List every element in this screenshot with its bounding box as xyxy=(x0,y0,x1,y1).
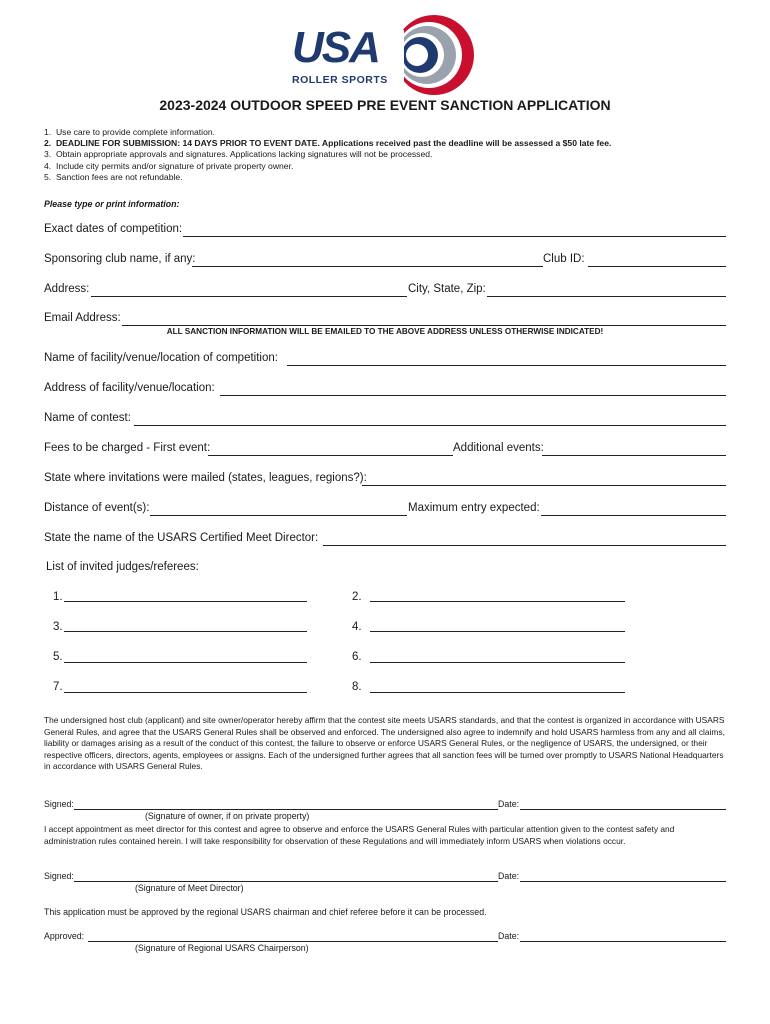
exact-dates-label: Exact dates of competition: xyxy=(44,223,183,235)
meet-director-field[interactable] xyxy=(323,545,726,546)
sponsoring-club-label: Sponsoring club name, if any: xyxy=(44,253,196,265)
city-state-zip-field[interactable] xyxy=(487,296,726,297)
club-id-label: Club ID: xyxy=(543,253,585,265)
max-entry-field[interactable] xyxy=(541,515,726,516)
judge-number: 3. xyxy=(53,621,63,633)
meet-director-label: State the name of the USARS Certified Meet Director: xyxy=(44,532,319,544)
page-title: 2023-2024 OUTDOOR SPEED PRE EVENT SANCTION APPLICATION xyxy=(159,97,611,113)
director-signed-label: Signed: xyxy=(44,871,74,881)
instruction-item: 4. Include city permits and/or signature of private property owner. xyxy=(44,160,294,171)
usa-roller-sports-logo xyxy=(288,12,480,98)
director-statement: I accept appointment as meet director for this contest and agree to observe and enforce the USARS General Rules with particular attention given to the contest safety and administration rules contained herein. I will take responsibility for observation of these Regulations and will immediately inform USARS when violations occur. xyxy=(44,824,675,846)
facility-name-field[interactable] xyxy=(287,365,726,366)
contest-name-label: Name of contest: xyxy=(44,412,131,424)
fees-additional-field[interactable] xyxy=(542,455,726,456)
judge-field[interactable] xyxy=(370,601,625,602)
invitations-label: State where invitations were mailed (states, leagues, regions?): xyxy=(44,472,367,484)
judge-field[interactable] xyxy=(370,662,625,663)
instruction-item: 1. Use care to provide complete information. xyxy=(44,127,216,137)
city-state-zip-label: City, State, Zip: xyxy=(408,283,486,295)
owner-date-label: Date: xyxy=(498,799,520,809)
approved-date-label: Date: xyxy=(498,931,520,941)
facility-address-label: Address of facility/venue/location: xyxy=(44,382,215,394)
chair-signature-caption: (Signature of Regional USARS Chairperson) xyxy=(135,943,309,953)
owner-date-field[interactable] xyxy=(520,809,726,810)
agreement-paragraph: The undersigned host club (applicant) and site owner/operator hereby affirm that the contest site meets USARS standards, and that the contest is organized in accordance with USARS General Rules, and agree that the USARS General Rules shall be observed and enforced. The undersigned also agree to indemnify and hold USARS harmless from any and all claims, liability or damages arising as a result of the conduct of this contest, the failure to observe or enforce USARS General Rules, or the negligence of USARS, the undersigned, or their respective officers, directors, agents, employees or assigns. Each of the undersigned further agrees that all sanction fees will be turned over promptly to USARS National Headquarters in accordance with USARS General Rules. xyxy=(44,715,725,772)
judge-number: 4. xyxy=(352,621,362,633)
facility-address-field[interactable] xyxy=(220,395,726,396)
invitations-field[interactable] xyxy=(362,485,726,486)
judge-number: 6. xyxy=(352,651,362,663)
email-field[interactable] xyxy=(122,325,726,326)
judge-field[interactable] xyxy=(370,631,625,632)
email-label: Email Address: xyxy=(44,312,121,324)
director-date-field[interactable] xyxy=(520,881,726,882)
judge-number: 1. xyxy=(53,591,63,603)
club-id-field[interactable] xyxy=(588,266,726,267)
max-entry-label: Maximum entry expected: xyxy=(408,502,540,514)
facility-name-label: Name of facility/venue/location of competition: xyxy=(44,352,278,364)
exact-dates-field[interactable] xyxy=(183,236,726,237)
email-note: ALL SANCTION INFORMATION WILL BE EMAILED TO THE ABOVE ADDRESS UNLESS OTHERWISE INDICATED! xyxy=(166,327,604,336)
judge-field[interactable] xyxy=(64,631,307,632)
owner-signed-label: Signed: xyxy=(44,799,74,809)
judge-number: 5. xyxy=(53,651,63,663)
print-note: Please type or print information: xyxy=(44,199,180,209)
approval-note: This application must be approved by the regional USARS chairman and chief referee before it can be processed. xyxy=(44,907,487,917)
judge-number: 2. xyxy=(352,591,362,603)
director-signature-caption: (Signature of Meet Director) xyxy=(135,883,244,893)
judge-field[interactable] xyxy=(64,601,307,602)
judge-field[interactable] xyxy=(64,662,307,663)
director-signature-field[interactable] xyxy=(74,881,498,882)
owner-signature-field[interactable] xyxy=(74,809,498,810)
judge-field[interactable] xyxy=(370,692,625,693)
judge-number: 8. xyxy=(352,681,362,693)
contest-name-field[interactable] xyxy=(134,425,726,426)
logo-usa-text: USA xyxy=(292,23,379,72)
approved-label: Approved: xyxy=(44,931,85,941)
logo-roller-sports-text: ROLLER SPORTS xyxy=(292,74,388,86)
judge-number: 7. xyxy=(53,681,63,693)
instruction-item: 3. Obtain appropriate approvals and signatures. Applications lacking signatures will not be processed. xyxy=(44,149,433,160)
instructions-list xyxy=(44,127,611,183)
distance-label: Distance of event(s): xyxy=(44,502,150,514)
fees-first-field[interactable] xyxy=(208,455,453,456)
sponsoring-club-field[interactable] xyxy=(192,266,543,267)
judge-field[interactable] xyxy=(64,692,307,693)
approved-date-field[interactable] xyxy=(520,941,726,942)
approved-signature-field[interactable] xyxy=(88,941,498,942)
fees-first-label: Fees to be charged - First event: xyxy=(44,442,211,454)
fees-additional-label: Additional events: xyxy=(453,442,544,454)
address-field[interactable] xyxy=(91,296,407,297)
address-label: Address: xyxy=(44,283,90,295)
distance-field[interactable] xyxy=(150,515,407,516)
instruction-item: 5. Sanction fees are not refundable. xyxy=(44,171,183,182)
director-date-label: Date: xyxy=(498,871,520,881)
owner-signature-caption: (Signature of owner, if on private property) xyxy=(145,811,310,821)
instruction-item: 2. DEADLINE FOR SUBMISSION: 14 DAYS PRIOR TO EVENT DATE. Applications received past the deadline will be assessed a $50 late fee. xyxy=(44,138,612,149)
judges-list-label: List of invited judges/referees: xyxy=(46,561,199,573)
